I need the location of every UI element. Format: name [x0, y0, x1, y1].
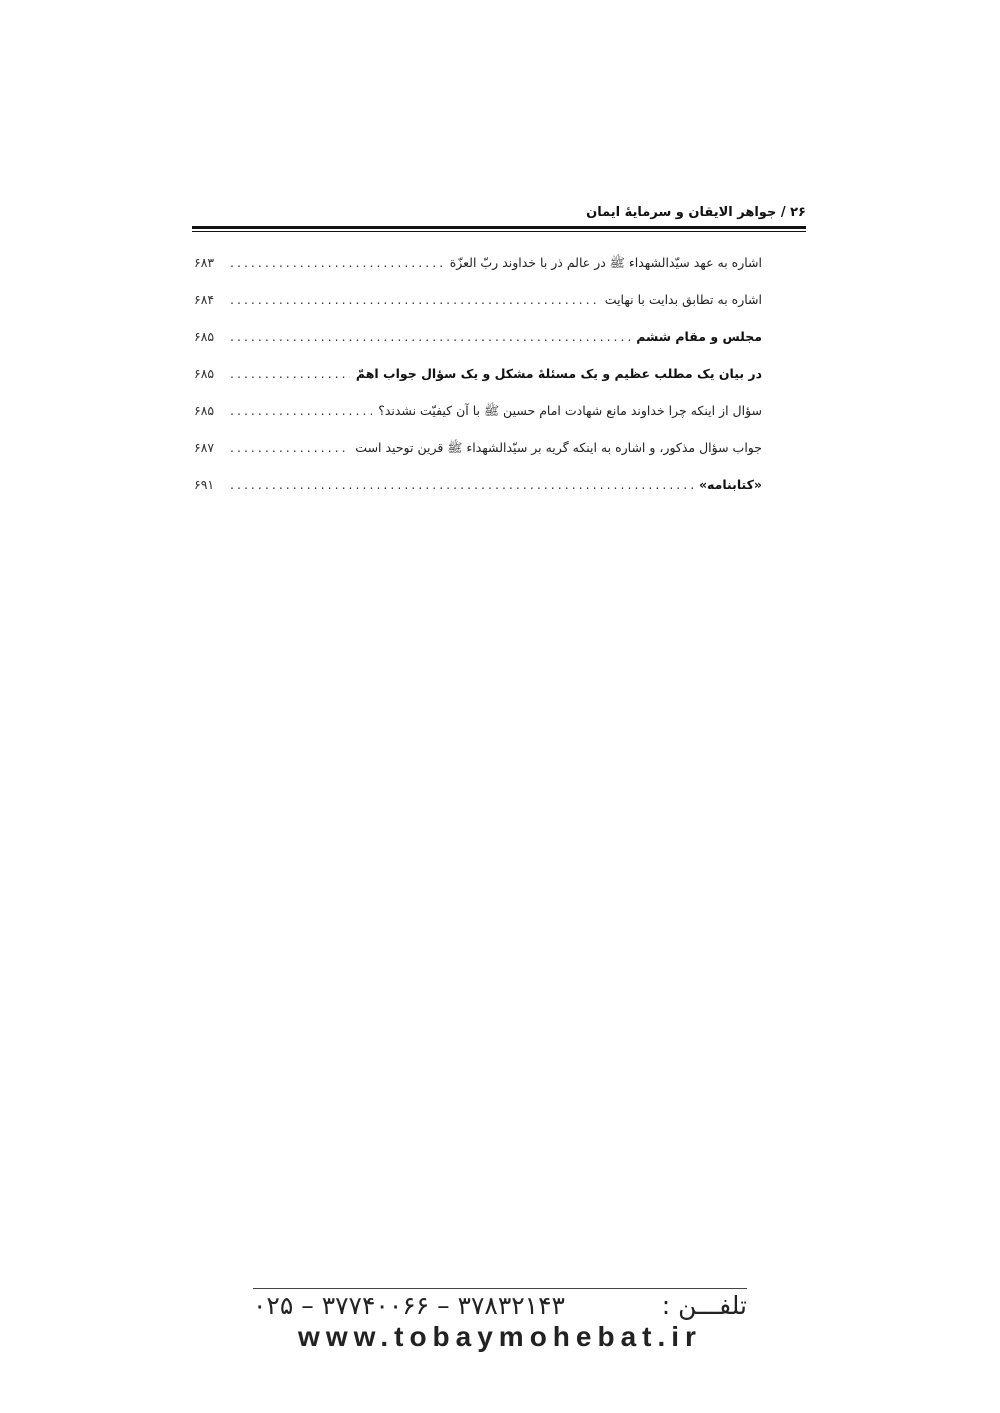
dot-leader	[230, 396, 372, 426]
dot-leader	[230, 433, 349, 463]
dot-leader	[230, 470, 693, 500]
phone-label: تلفـــن :	[661, 1291, 747, 1320]
table-of-contents	[194, 248, 762, 507]
header-rule-thin	[192, 231, 806, 232]
toc-entry-title: در بیان یک مطلب عظیم و یک مسئلهٔ مشکل و یک سؤال جواب اهمّ	[355, 366, 762, 381]
toc-entry-page: ۶۸۴	[194, 292, 215, 307]
header-rule-thick	[192, 226, 806, 229]
phone-numbers: ۳۷۸۳۲۱۴۳ – ۳۷۷۴۰۰۶۶ – ۰۲۵	[253, 1291, 565, 1320]
dot-leader	[230, 285, 599, 315]
toc-entry-page: ۶۸۵	[194, 329, 215, 344]
dot-leader	[230, 359, 350, 389]
footer-rule	[253, 1288, 747, 1289]
toc-entry-section-heading[interactable]	[194, 322, 762, 359]
footer-website[interactable]: www.tobaymohebat.ir	[298, 1321, 702, 1352]
header-text: ۲۶ / جواهر الایقان و سرمایهٔ ایمان	[586, 205, 806, 220]
toc-entry[interactable]	[194, 285, 762, 322]
toc-entry[interactable]	[194, 396, 762, 433]
running-header	[192, 200, 806, 226]
dot-leader	[230, 248, 444, 278]
toc-entry-section-heading[interactable]	[194, 359, 762, 396]
toc-entry-title: اشاره به تطابق بدایت با نهایت	[604, 292, 762, 307]
toc-entry[interactable]	[194, 248, 762, 285]
toc-entry-title: اشاره به عهد سیّدالشهداء ﷺ در عالم ذر با خداوند ربّ العزّة	[449, 255, 762, 270]
toc-entry-page: ۶۸۷	[194, 440, 215, 455]
toc-entry[interactable]	[194, 433, 762, 470]
toc-entry-title: «کتابنامه»	[698, 477, 762, 492]
dot-leader	[230, 322, 630, 352]
toc-entry-page: ۶۸۳	[194, 255, 215, 270]
toc-entry-page: ۶۹۱	[194, 477, 215, 492]
toc-entry-title: جواب سؤال مذکور، و اشاره به اینکه گریه بر سیّدالشهداء ﷺ قرین توحید است	[355, 440, 762, 455]
toc-entry-title: سؤال از اینکه چرا خداوند مانع شهادت امام حسین ﷺ با آن کیفیّت نشدند؟	[378, 403, 762, 418]
toc-entry-page: ۶۸۵	[194, 403, 215, 418]
toc-entry-title: مجلس و مقام ششم	[636, 329, 762, 344]
toc-entry-bibliography[interactable]	[194, 470, 762, 507]
toc-entry-page: ۶۸۵	[194, 366, 215, 381]
footer-phone	[253, 1291, 747, 1321]
